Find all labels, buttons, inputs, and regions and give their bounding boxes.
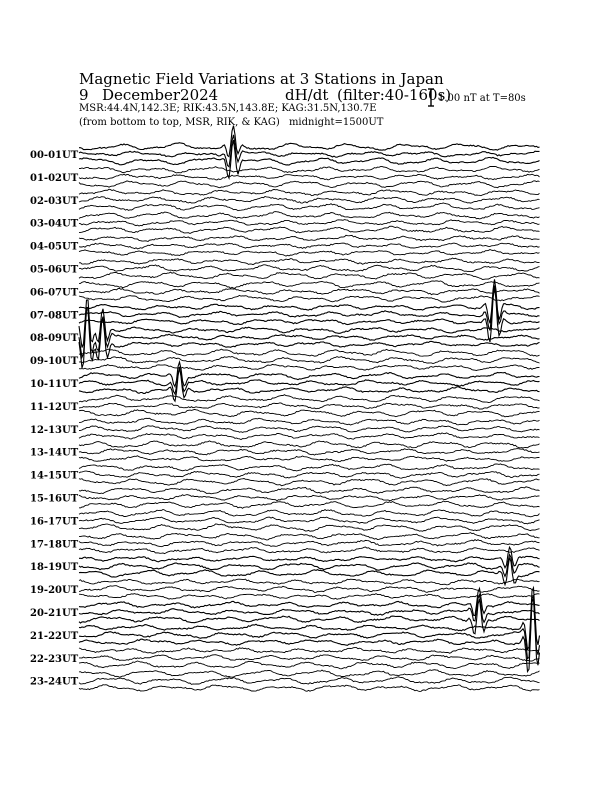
trace-kag: [79, 281, 540, 288]
trace-kag: [79, 441, 540, 448]
trace-rik: [79, 426, 540, 433]
row-label: 18-19UT: [30, 562, 79, 574]
trace-rik: [79, 220, 540, 226]
month-year: December2024: [102, 86, 219, 104]
trace-kag: [79, 395, 540, 403]
row-label: 13-14UT: [30, 447, 79, 459]
row-label: 19-20UT: [30, 585, 79, 597]
row-label: 04-05UT: [30, 241, 79, 253]
trace-rik: [79, 197, 540, 204]
row-label: 07-08UT: [30, 310, 79, 322]
stations-line: MSR:44.4N,142.3E; RIK:43.5N,143.8E; KAG:31.5N,130.7E: [79, 103, 377, 114]
row-label: 22-23UT: [30, 653, 79, 665]
trace-msr: [79, 661, 540, 669]
chart-title: Magnetic Field Variations at 3 Stations in Japan: [79, 70, 444, 88]
trace-kag: [79, 126, 540, 157]
quantity-label: dH/dt: [285, 86, 329, 104]
trace-rik: [79, 449, 540, 456]
trace-kag: [79, 670, 540, 678]
row-label: 06-07UT: [30, 287, 79, 299]
trace-rik: [79, 586, 540, 593]
trace-kag: [79, 279, 540, 323]
trace-msr: [79, 558, 540, 585]
trace-kag: [79, 349, 540, 356]
trace-kag: [79, 510, 540, 517]
trace-msr: [79, 409, 540, 417]
trace-msr: [79, 456, 540, 462]
trace-msr: [79, 501, 540, 508]
trace-kag: [79, 166, 540, 173]
trace-msr: [79, 181, 540, 188]
trace-rik: [79, 540, 540, 547]
trace-msr: [79, 433, 540, 440]
row-label: 03-04UT: [30, 218, 79, 230]
trace-kag: [79, 533, 540, 540]
trace-rik: [79, 243, 540, 249]
row-label: 11-12UT: [30, 401, 79, 413]
trace-msr: [79, 364, 540, 370]
midnight-note: midnight=1500UT: [288, 117, 384, 128]
trace-msr: [79, 368, 540, 402]
row-label: 05-06UT: [30, 264, 79, 276]
order-note: (from bottom to top, MSR, RIK, & KAG): [79, 117, 280, 128]
trace-rik: [79, 595, 540, 622]
trace-rik: [79, 677, 540, 685]
trace-kag: [79, 418, 540, 425]
trace-rows: [30, 126, 540, 692]
trace-kag: [79, 487, 540, 494]
row-label: 12-13UT: [30, 424, 79, 436]
day: 9: [79, 86, 89, 104]
trace-rik: [79, 174, 540, 180]
row-label: 20-21UT: [30, 608, 79, 619]
trace-kag: [79, 212, 540, 219]
row-label: 15-16UT: [30, 493, 79, 505]
trace-msr: [79, 547, 540, 554]
trace-rik: [79, 517, 540, 524]
row-label: 00-01UT: [30, 150, 79, 161]
filter-label: (filter:40-160s): [337, 86, 452, 104]
trace-rik: [79, 265, 540, 272]
trace-msr: [79, 479, 540, 486]
trace-kag: [79, 648, 540, 654]
trace-rik: [79, 357, 540, 364]
trace-msr: [79, 594, 540, 600]
trace-msr: [79, 203, 540, 211]
trace-msr: [79, 226, 540, 233]
trace-msr: [79, 295, 540, 302]
trace-kag: [79, 464, 540, 471]
trace-kag: [79, 589, 540, 616]
row-label: 16-17UT: [30, 516, 79, 528]
trace-rik: [79, 495, 540, 501]
row-label: 10-11UT: [30, 379, 79, 390]
trace-kag: [79, 579, 540, 585]
scale-bar-label: 1.00 nT at T=80s: [438, 93, 526, 104]
trace-msr: [79, 272, 540, 279]
row-label: 02-03UT: [30, 195, 79, 207]
trace-rik: [79, 310, 540, 358]
trace-kag: [79, 235, 540, 241]
trace-rik: [79, 471, 540, 478]
trace-msr: [79, 250, 540, 257]
trace-kag: [79, 189, 540, 196]
trace-rik: [79, 288, 540, 294]
row-label: 08-09UT: [30, 333, 79, 345]
row-label: 14-15UT: [30, 470, 79, 482]
trace-kag: [79, 258, 540, 265]
row-label: 09-10UT: [30, 356, 79, 368]
row-label: 17-18UT: [30, 539, 79, 551]
trace-msr: [79, 685, 540, 692]
row-label: 01-02UT: [30, 172, 79, 184]
trace-rik: [79, 655, 540, 661]
row-label: 21-22UT: [30, 630, 79, 642]
row-label: 23-24UT: [30, 676, 79, 688]
trace-msr: [79, 524, 540, 531]
trace-kag: [79, 300, 540, 348]
trace-rik: [79, 403, 540, 409]
scale-bar: [428, 89, 434, 106]
